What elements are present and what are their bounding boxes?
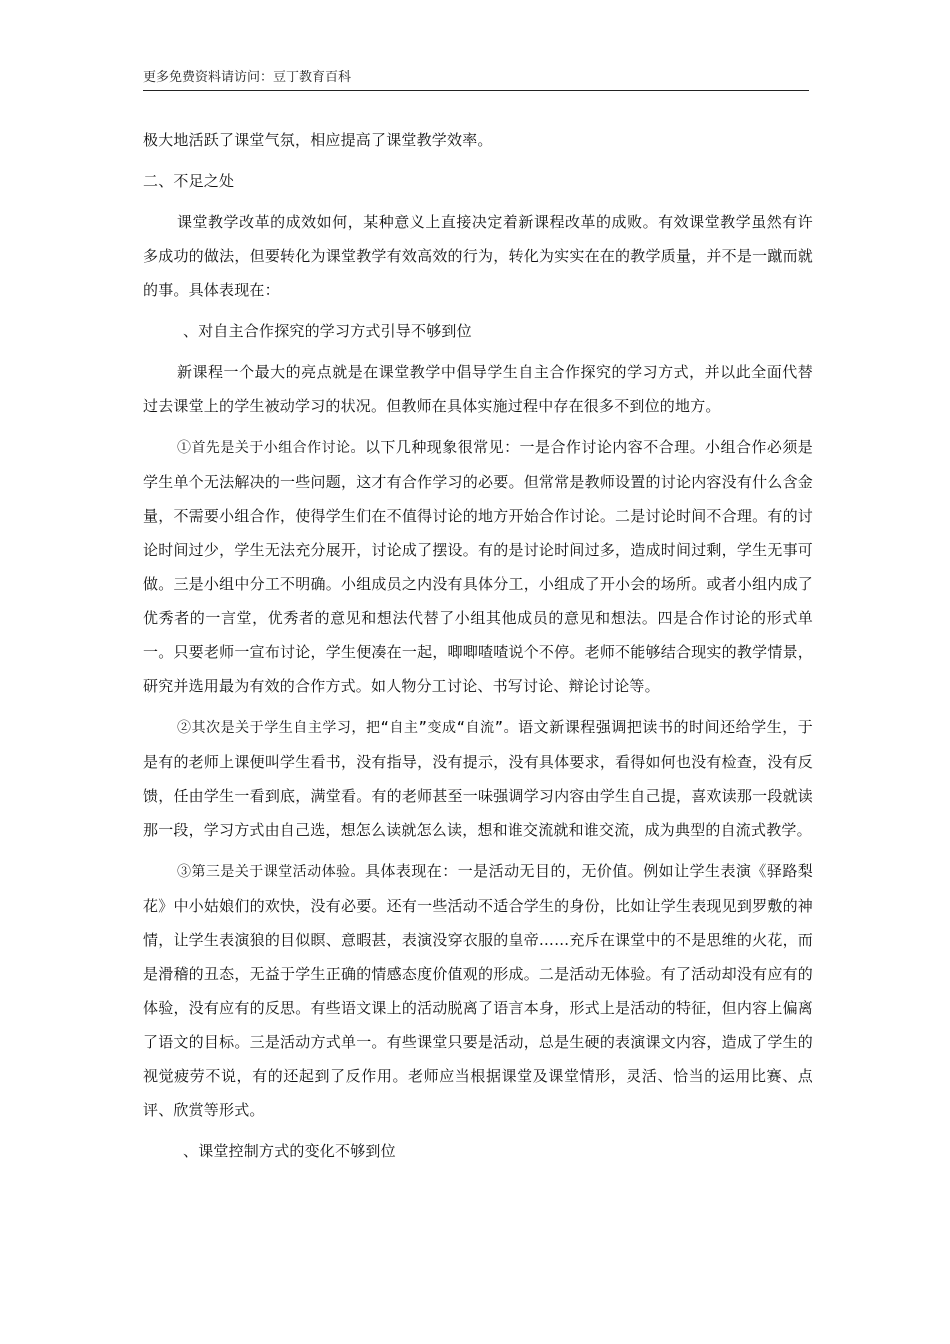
document-body (143, 123, 813, 1175)
paragraph-lead: ②其次是关于学生自主学习，把“自主”变成“自流”。 (177, 720, 519, 736)
paragraph-class-activity (143, 854, 813, 1127)
paragraph-intro: 课堂教学改革的成效如何，某种意义上直接决定着新课程改革的成败。有效课堂教学虽然有许多成功的做法，但要转化为课堂教学有效高效的行为，转化为实实在在的教学质量，并不是一蹴而就的事。具体表现在： (143, 213, 813, 299)
subheading-class-control: 、课堂控制方式的变化不够到位 (183, 1142, 396, 1160)
paragraph-body: 语文新课程强调把读书的时间还给学生，于是有的老师上课便叫学生看书，没有指导，没有提示，没有具体要求，看得如何也没有检查，没有反馈，任由学生一看到底，满堂看。有的老师甚至一味强调学习内容由学生自己提，喜欢读那一段就读那一段，学习方式由自己选，想怎么读就怎么读，想和谁交流就和谁交流，成为典型的自流式教学。 (143, 718, 813, 839)
section-heading-shortcomings: 二、不足之处 (143, 172, 235, 190)
paragraph-lead: ①首先是关于小组合作讨论。 (177, 440, 365, 456)
paragraph-group-discussion (143, 430, 813, 703)
paragraph-body: 具体表现在：一是活动无目的，无价值。例如让学生表演《驿路梨花》中小姑娘们的欢快，没有必要。还有一些活动不适合学生的身份，比如让学生表现见到罗敷的神情，让学生表演狼的目似瞑、意暇甚，表演没穿衣服的皇帝……充斥在课堂中的不是思维的火花，而是滑稽的丑态，无益于学生正确的情感态度价值观的形成。二是活动无体验。有了活动却没有应有的体验，没有应有的反思。有些语文课上的活动脱离了语言本身，形式上是活动的特征，但内容上偏离了语文的目标。三是活动方式单一。有些课堂只要是活动，总是生硬的表演课文内容，造成了学生的视觉疲劳不说，有的还起到了反作用。老师应当根据课堂及课堂情形，灵活、恰当的运用比赛、点评、欣赏等形式。 (143, 862, 813, 1119)
subheading-learning-guidance: 、对自主合作探究的学习方式引导不够到位 (183, 322, 472, 340)
paragraph-new-curriculum: 新课程一个最大的亮点就是在课堂教学中倡导学生自主合作探究的学习方式，并以此全面代替过去课堂上的学生被动学习的状况。但教师在具体实施过程中存在很多不到位的地方。 (143, 363, 813, 415)
paragraph-lead: ③第三是关于课堂活动体验。 (177, 864, 365, 880)
paragraph-continuation: 极大地活跃了课堂气氛，相应提高了课堂教学效率。 (143, 131, 493, 149)
paragraph-body: 以下几种现象很常见：一是合作讨论内容不合理。小组合作必须是学生单个无法解决的一些问题，这才有合作学习的必要。但常常是教师设置的讨论内容没有什么含金量，不需要小组合作，使得学生们在不值得讨论的地方开始合作讨论。二是讨论时间不合理。有的讨论时间过少，学生无法充分展开，讨论成了摆设。有的是讨论时间过多，造成时间过剩，学生无事可做。三是小组中分工不明确。小组成员之内没有具体分工，小组成了开小会的场所。或者小组内成了优秀者的一言堂，优秀者的意见和想法代替了小组其他成员的意见和想法。四是合作讨论的形式单一。只要老师一宣布讨论，学生便凑在一起，唧唧喳喳说个不停。老师不能够结合现实的教学情景，研究并选用最为有效的合作方式。如人物分工讨论、书写讨论、辩论讨论等。 (143, 438, 813, 695)
header-text: 更多免费资料请访问：豆丁教育百科 (143, 70, 352, 85)
page-header (143, 70, 809, 91)
paragraph-self-study (143, 710, 813, 847)
